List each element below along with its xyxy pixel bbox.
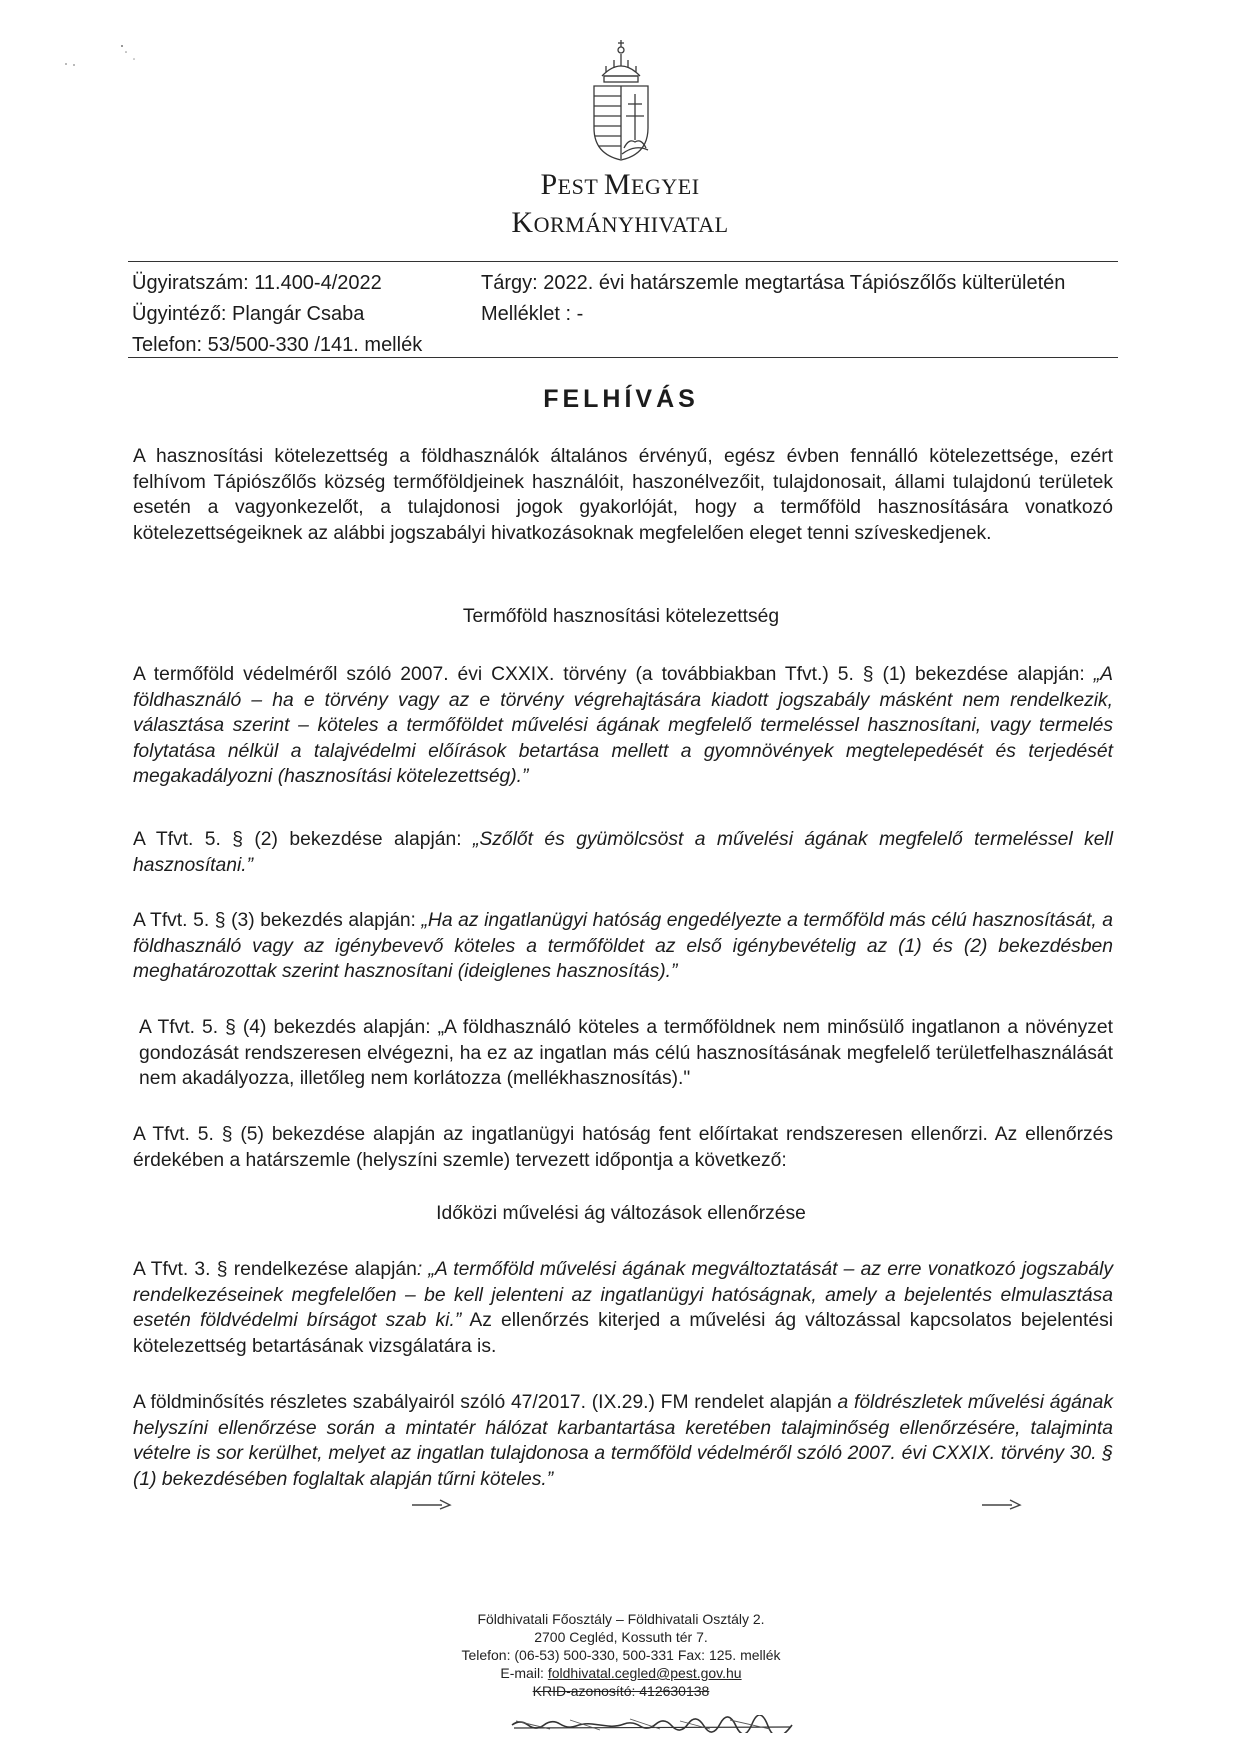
paragraph-tfvt-5-1: A termőföld védelméről szóló 2007. évi CXXIX. törvény (a továbbiakban Tfvt.) 5. § (1) bekezdése alapján: „A földhasználó – ha e törvény vagy az e törvény végrehajtására kiadott jogszabály másként nem rendelkezik, választása szerint – köteles a termőföldet művelési ágának megfelelő termeléssel hasznosítani, vagy termelés folytatása nélkül a talajvédelmi előírások betartása mellett a gyomnövények megtelepedését és terjedését megakadályozni (hasznosítási kötelezettség).” — [133, 664, 1113, 787]
intro-paragraph: A hasznosítási kötelezettség a földhasználók általános érvényű, egész évben fennálló kötelezettsége, ezért felhívom Tápiószőlős község termőföldjeinek használóit, haszonélvezőit, tulajdonosait, állami tulajdonú területek esetén a vagyonkezelőt, a tulajdonosi jogok gyakorlóját, hogy a termőföld hasznosítására vonatkozó kötelezettségeiknek az alábbi jogszabályi hivatkozásoknak megfelelően eleget tenni szíveskedjenek. — [133, 446, 1113, 544]
footer-contact — [0, 1610, 1242, 1700]
struck-out-web-address-scribble — [510, 1715, 795, 1733]
paragraph-tfvt-5-4: A Tfvt. 5. § (4) bekezdés alapján: „A földhasználó köteles a termőföldnek nem minősülő ingatlanon a növényzet gondozását rendszeresen elvégezni, ha ez az ingatlan más célú hasznosításának megfelelő területfelhasználását nem akadályozza, illetőleg nem korlátozza (mellékhasznosítás)." — [139, 1017, 1113, 1089]
case-attachment: Melléklet : - — [481, 303, 584, 325]
footer-department: Földhivatali Főosztály – Földhivatali Osztály 2. — [477, 1611, 765, 1627]
case-meta-left — [132, 268, 422, 361]
section-heading-cultivation-changes: Időközi művelési ág változások ellenőrzése — [436, 1203, 806, 1224]
paragraph-fm-decree: A földminősítés részletes szabályairól szóló 47/2017. (IX.29.) FM rendelet alapján a földrészletek művelési ágának helyszíni ellenőrzése során a mintatér hálózat karbantartása keretében talajminőség ellenőrzésére, talajminta vételre is sor kerülhet, melyet az ingatlan tulajdonosa a termőföld védelméről szóló 2007. évi CXXIX. törvény 30. § (1) bekezdésében foglaltak alapján tűrni köteles.” — [133, 1392, 1113, 1490]
case-phone: Telefon: 53/500-330 /141. mellék — [132, 334, 423, 356]
footer-address: 2700 Cegléd, Kossuth tér 7. — [534, 1629, 708, 1645]
header-rule-top — [128, 261, 1118, 262]
paragraph-tfvt-3: A Tfvt. 3. § rendelkezése alapján: „A termőföld művelési ágának megváltoztatását – az erre vonatkozó jogszabály rendelkezéseinek megfelelően – be kell jelenteni az ingatlanügyi hatóságnak, amely a bejelentés elmulasztása esetén földvédelmi bírságot szab ki.” Az ellenőrzés kiterjed a művelési ág változással kapcsolatos bejelentési kötelezettség betartásának vizsgálatára is. — [133, 1259, 1113, 1357]
document-title: FELHÍVÁS — [543, 385, 699, 413]
paragraph-tfvt-5-5: A Tfvt. 5. § (5) bekezdése alapján az ingatlanügyi hatóság fent előírtakat rendszeresen ellenőrzi. Az ellenőrzés érdekében a határszemle (helyszíni szemle) tervezett időpontja a következő: — [133, 1124, 1113, 1171]
case-officer: Ügyintéző: Plangár Csaba — [132, 303, 365, 325]
case-number: Ügyiratszám: 11.400-4/2022 — [132, 272, 382, 294]
scan-specks — [60, 40, 160, 80]
section-heading-land-use: Termőföld hasznosítási kötelezettség — [462, 606, 780, 627]
hungarian-coat-of-arms-icon — [588, 36, 654, 162]
paragraph-tfvt-5-2: A Tfvt. 5. § (2) bekezdése alapján: „Szőlőt és gyümölcsöst a művelési ágának megfelelő termeléssel kell hasznosítani.” — [133, 829, 1114, 876]
continue-arrow-icon — [980, 1497, 1024, 1511]
footer-email[interactable]: foldhivatal.cegled@pest.gov.hu — [547, 1665, 742, 1681]
org-name-line1: PEST MEGYEI — [540, 168, 700, 201]
case-meta-right — [481, 268, 1065, 330]
continue-arrow-icon — [410, 1497, 454, 1511]
footer-krid: KRID-azonosító: 412630138 — [532, 1683, 710, 1699]
paragraph-tfvt-5-3: A Tfvt. 5. § (3) bekezdés alapján: „Ha az ingatlanügyi hatóság engedélyezte a termőföld más célú hasznosítását, a földhasználó vagy az igénybevevő köteles a termőföldet az első igénybevételig az (1) és (2) bekezdésben meghatározottak szerint hasznosítani (ideiglenes hasznosítás).” — [133, 910, 1113, 982]
footer-phone: Telefon: (06-53) 500-330, 500-331 Fax: 125. mellék — [461, 1647, 781, 1663]
org-name-line2: KORMÁNYHIVATAL — [511, 206, 729, 239]
case-subject: Tárgy: 2022. évi határszemle megtartása Tápiószőlős külterületén — [481, 272, 1066, 294]
header-rule-bottom — [128, 357, 1118, 358]
footer-email-line: E-mail: foldhivatal.cegled@pest.gov.hu — [500, 1665, 742, 1681]
